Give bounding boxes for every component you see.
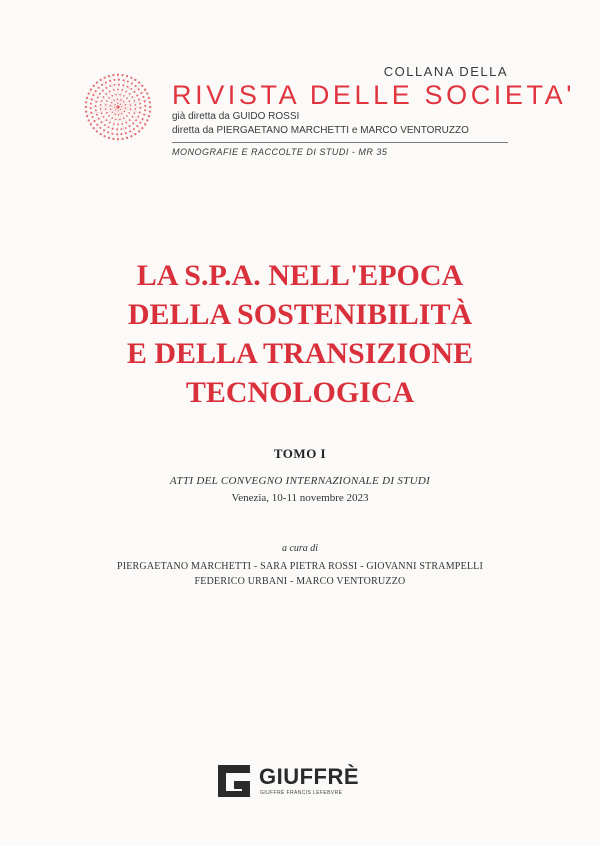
series-subseries: MONOGRAFIE E RACCOLTE DI STUDI - MR 35 [172, 147, 388, 157]
editors-line-2: FEDERICO URBANI - MARCO VENTORUZZO [194, 576, 406, 587]
conference-name: ATTI DEL CONVEGNO INTERNAZIONALE DI STUDI [169, 475, 431, 487]
series-rivista-title: RIVISTA DELLE SOCIETA' [172, 80, 575, 110]
editors-label: a cura di [281, 543, 319, 554]
series-block [172, 64, 575, 157]
book-title-line: E DELLA TRANSIZIONE [126, 337, 474, 370]
publisher-block [216, 763, 386, 803]
series-founded-by: già diretta da GUIDO ROSSI [172, 111, 300, 122]
publisher-name: GIUFFRÈ [259, 764, 360, 789]
series-collana: COLLANA DELLA [383, 64, 508, 79]
editors-list [0, 559, 600, 589]
rosette-icon [83, 72, 153, 142]
book-title-line: TECNOLOGICA [185, 376, 415, 409]
series-divider [172, 142, 508, 143]
series-directed-by: diretta da PIERGAETANO MARCHETTI e MARCO VENTORUZZO [172, 125, 469, 136]
volume-label: TOMO I [273, 446, 327, 461]
publisher-subtitle: GIUFFRÈ FRANCIS LEFEBVRE [260, 790, 343, 796]
book-title-line: LA S.P.A. NELL'EPOCA [136, 259, 464, 292]
giuffre-logo-icon [216, 763, 252, 799]
book-title [0, 256, 600, 412]
conference-place-date: Venezia, 10-11 novembre 2023 [231, 492, 369, 504]
editors-line-1: PIERGAETANO MARCHETTI - SARA PIETRA ROSSI - GIOVANNI STRAMPELLI [116, 561, 484, 572]
book-title-line: DELLA SOSTENIBILITÀ [127, 298, 473, 331]
